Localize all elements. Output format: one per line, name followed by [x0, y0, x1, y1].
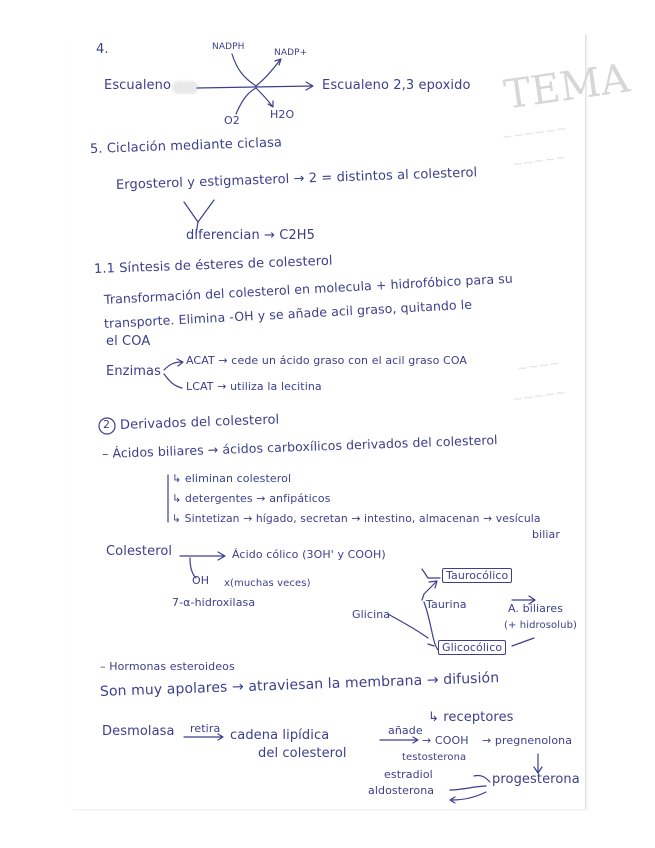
estradiol-label: estradiol — [384, 768, 433, 781]
bleed-through-text: ~~~~ — [516, 356, 562, 377]
colesterol-label: Colesterol — [106, 544, 173, 559]
enzimas-label: Enzimas — [106, 364, 161, 379]
bullet-line: ↳ detergentes → anfipáticos — [172, 492, 331, 505]
section-5-line: diferencian → C2H5 — [186, 228, 316, 243]
aldosterona-label: aldosterona — [368, 784, 435, 797]
progesterona-label: progesterona — [492, 772, 580, 787]
taurina-label: Taurina — [426, 598, 467, 611]
arrow — [452, 792, 486, 800]
bleed-through-text: ~~~~~~ — [501, 121, 569, 146]
anade-label: añade — [388, 724, 423, 737]
muchas-veces-label: x(muchas veces) — [224, 578, 311, 589]
paragraph-line: el COA — [106, 334, 151, 349]
hormonas-title: – Hormonas esteroideos — [100, 660, 235, 673]
reaction-arrow — [197, 86, 312, 88]
substrate-label: Escualeno — [104, 78, 172, 93]
acidos-line: – Ácidos biliares → ácidos carboxílicos derivados del colesterol — [101, 432, 498, 461]
testosterona-label: testosterona — [402, 752, 467, 763]
cooh-label: → COOH — [422, 734, 469, 747]
section-5-title: 5. Ciclación mediante ciclasa — [89, 135, 283, 157]
section-5-line: Ergosterol y estigmasterol → 2 = distintos al colesterol — [115, 165, 478, 193]
bullet-line-continuation: biliar — [532, 528, 561, 541]
oh-label: OH — [192, 574, 210, 587]
o2-curve — [236, 88, 272, 114]
hidroxilasa-label: 7-α-hidroxilasa — [172, 596, 256, 609]
bullet-line: ↳ Sintetizan → hígado, secretan → intestino, almacenan → vesícula — [172, 512, 541, 525]
acido-colico-label: Ácido cólico (3OH' y COOH) — [232, 548, 386, 561]
nadp-label: NADP+ — [274, 48, 308, 58]
bullet-line: ↳ eliminan colesterol — [172, 472, 292, 485]
h2o-label: H2O — [270, 108, 295, 121]
nadph-label: NADPH — [212, 42, 245, 52]
o2-label: O2 — [224, 114, 240, 127]
enzimas-branch — [164, 374, 182, 388]
biliares-label: A. biliares — [508, 602, 564, 615]
section-4-number: 4. — [96, 42, 109, 57]
nadph-curve — [232, 54, 280, 86]
paragraph-line: Transformación del colesterol en molecula + hidrofóbico para su — [103, 270, 514, 307]
arrow — [450, 786, 486, 790]
product-label: Escualeno 2,3 epoxido — [322, 78, 471, 93]
circled-number-text: 2 — [103, 418, 111, 431]
arrow — [512, 638, 534, 646]
arrow — [388, 614, 428, 638]
taurocolico-box: Taurocólico — [442, 568, 512, 583]
arrow — [428, 644, 434, 646]
paragraph-line: transporte. Elimina -OH y se añade acil graso, quitando le — [103, 296, 473, 331]
pregnenolona-label: → pregnenolona — [482, 734, 573, 747]
hidrosolub-label: (+ hidrosolub) — [504, 620, 578, 631]
cadena-line: del colesterol — [258, 746, 347, 761]
glicocolico-box: Glicocólico — [438, 640, 506, 655]
enzimas-branch — [164, 362, 182, 370]
cadena-line: cadena lipídica — [230, 728, 330, 743]
glicina-label: Glicina — [352, 608, 391, 621]
branch-lines — [184, 200, 214, 222]
arrow — [422, 569, 440, 578]
bleed-through-text: TEMA — [501, 55, 633, 119]
receptores-label: ↳ receptores — [428, 710, 514, 725]
notebook-page — [72, 34, 633, 809]
desmolasa-label: Desmolasa — [102, 724, 175, 739]
bleed-through-text: ~~~~~ — [511, 150, 568, 173]
acat-line: ACAT → cede un ácido graso con el acil graso COA — [186, 354, 468, 367]
bleed-through-text: ~~~~~ — [511, 385, 568, 408]
section-1-1-title: 1.1 Síntesis de ésteres de colesterol — [93, 253, 333, 277]
hormonas-line: Son muy apolares → atraviesan la membrana → difusión — [99, 670, 500, 700]
lcat-line: LCAT → utiliza la lecitina — [186, 380, 322, 393]
arrow — [474, 775, 490, 782]
retira-label: retira — [190, 722, 221, 735]
section-2-title: Derivados del colesterol — [119, 412, 280, 433]
